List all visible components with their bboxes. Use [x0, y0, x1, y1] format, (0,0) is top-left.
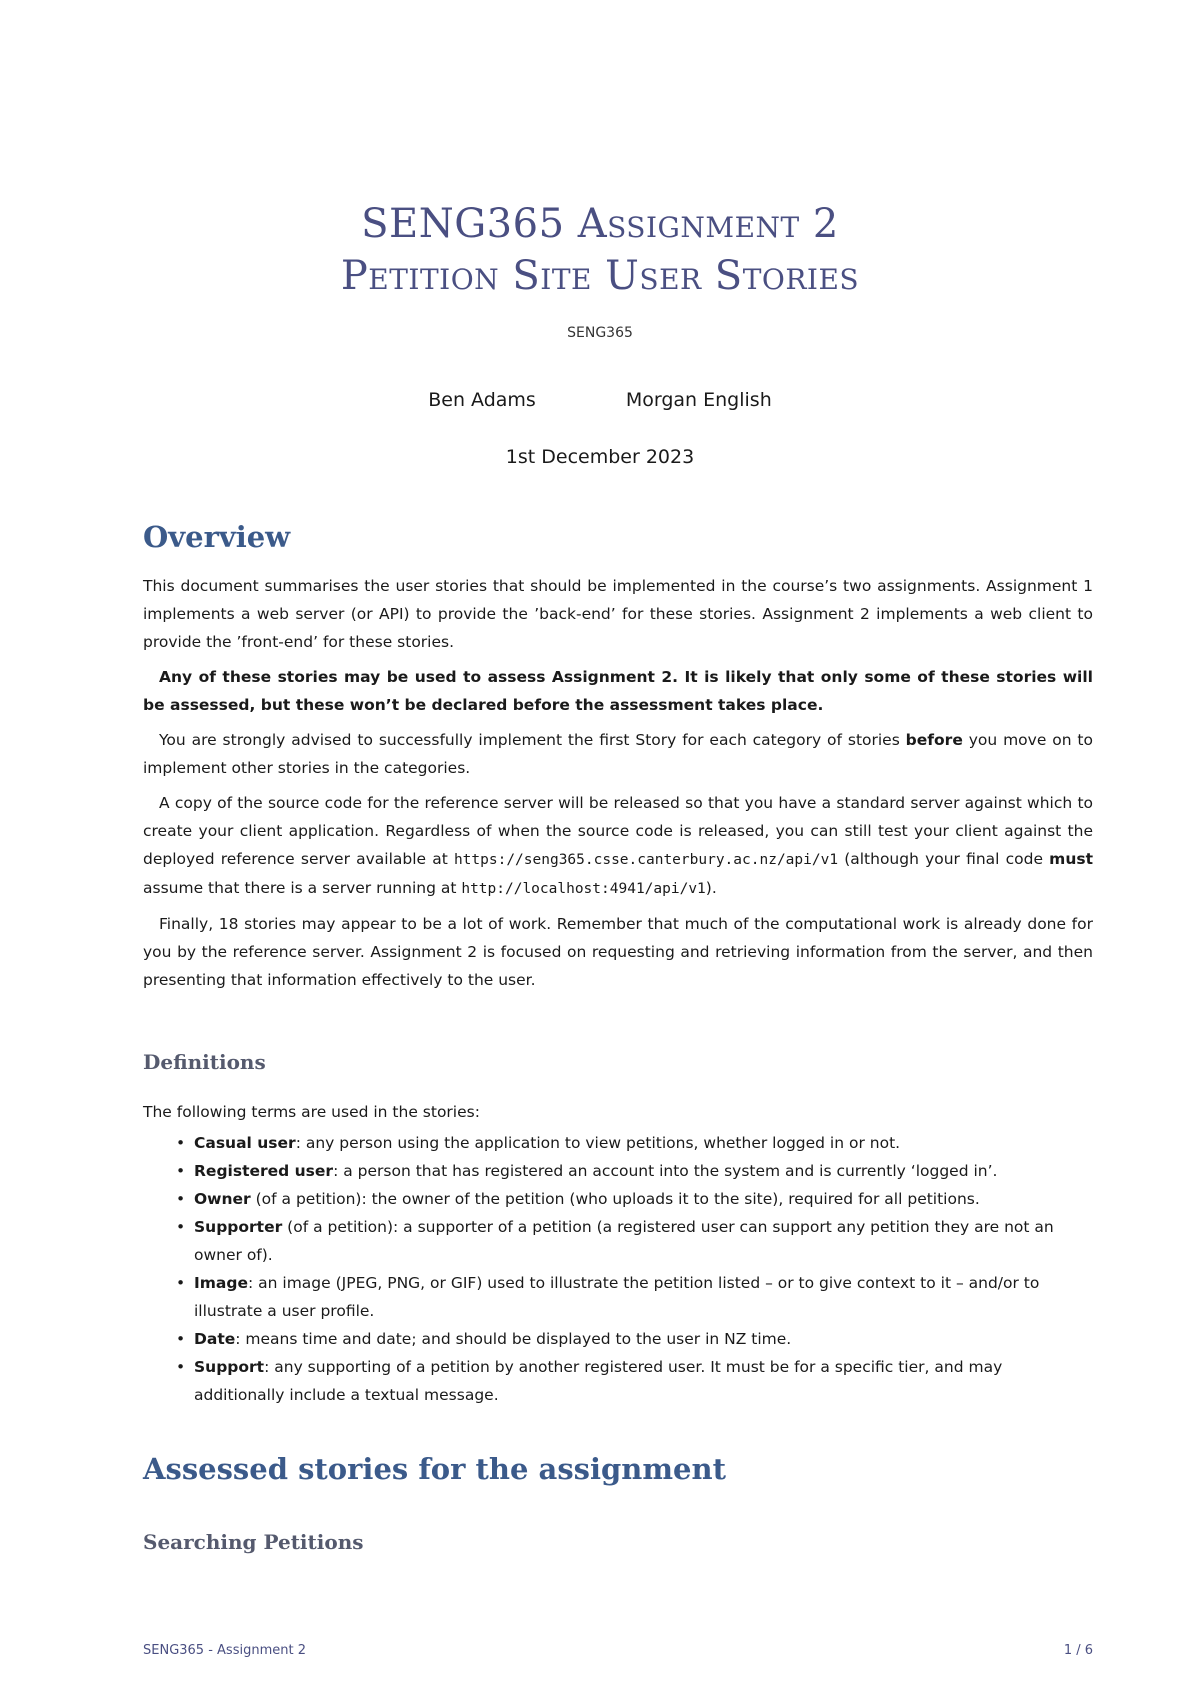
subsection-heading-definitions: Definitions: [143, 1050, 266, 1074]
paragraph: You are strongly advised to successfully implement the first Story for each category of stories before you move on to implement other stories in the categories.: [143, 731, 1093, 777]
page-number: 1 / 6: [1063, 1643, 1093, 1658]
subsection-heading-searching-petitions: Searching Petitions: [143, 1530, 364, 1554]
list-item: • Image: an image (JPEG, PNG, or GIF) used to illustrate the petition listed – or to give context to it – and/or to illustrate a user profile.: [194, 1269, 1093, 1325]
footer-left: SENG365 - Assignment 2: [143, 1643, 306, 1658]
overview-body: [143, 572, 1093, 1001]
author-name: Morgan English: [625, 389, 772, 411]
title-line-2: Petition Site User Stories: [340, 253, 860, 299]
paragraph: Any of these stories may be used to assess Assignment 2. It is likely that only some of these stories will be assessed, but these won’t be declared before the assessment takes place.: [143, 668, 1093, 714]
definitions-body: [143, 1098, 1093, 1409]
document-date: 1st December 2023: [505, 446, 695, 468]
definitions-list: [143, 1129, 1093, 1409]
course-code: SENG365: [567, 325, 633, 341]
reference-server-url: https://seng365.csse.canterbury.ac.nz/api/v1: [453, 852, 839, 868]
section-heading-assessed-stories: Assessed stories for the assignment: [143, 1452, 726, 1486]
list-item: • Supporter (of a petition): a supporter of a petition (a registered user can support any petition they are not an owner of).: [194, 1213, 1093, 1269]
list-item: • Support: any supporting of a petition by another registered user. It must be for a specific tier, and may additionally include a textual message.: [194, 1353, 1093, 1409]
list-item: • Owner (of a petition): the owner of the petition (who uploads it to the site), required for all petitions.: [194, 1185, 1093, 1213]
list-item: • Date: means time and date; and should be displayed to the user in NZ time.: [194, 1325, 1093, 1353]
paragraph: Finally, 18 stories may appear to be a lot of work. Remember that much of the computational work is already done for you by the reference server. Assignment 2 is focused on requesting and retrieving information from the server, and then presenting that information effectively to the user.: [143, 915, 1093, 989]
list-item: • Casual user: any person using the application to view petitions, whether logged in or not.: [194, 1129, 1093, 1157]
author-list: [0, 389, 1200, 411]
definitions-intro: The following terms are used in the stories:: [143, 1103, 480, 1121]
title-line-1: SENG365 Assignment 2: [361, 201, 839, 247]
section-heading-overview: Overview: [143, 520, 291, 554]
paragraph: A copy of the source code for the reference server will be released so that you have a standard server against which to create your client application. Regardless of when the source code is released, you can still test your client against the deployed reference server available at https://seng365.csse.canterbury.ac.nz/api/v1 (although your final code must assume that there is a server running at http://localhost:4941/api/v1).: [143, 794, 1093, 897]
localhost-url: http://localhost:4941/api/v1: [461, 881, 706, 897]
author-name: Ben Adams: [428, 389, 536, 411]
list-item: • Registered user: a person that has registered an account into the system and is currently ‘logged in’.: [194, 1157, 1093, 1185]
paragraph: This document summarises the user stories that should be implemented in the course’s two assignments. Assignment 1 implements a web server (or API) to provide the ’back-end’ for these stories. Assignment 2 implements a web client to provide the ’front-end’ for these stories.: [143, 577, 1093, 651]
document-title: [0, 198, 1200, 302]
